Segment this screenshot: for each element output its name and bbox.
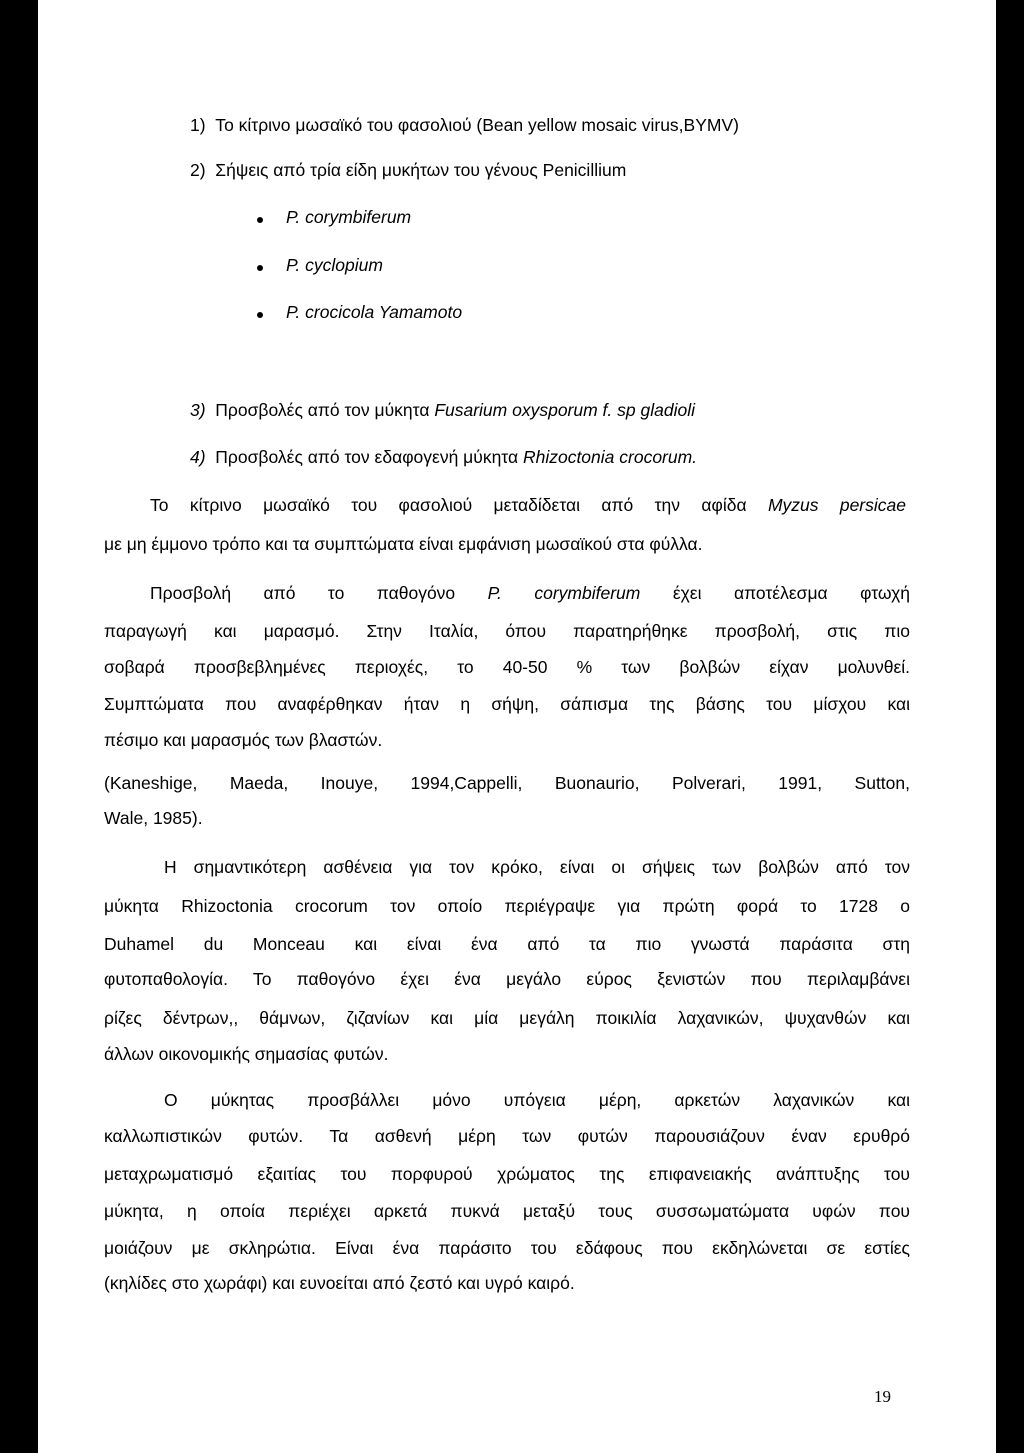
paragraph-line: (κηλίδες στο χωράφι) και ευνοείται από ζεστό και υγρό καιρό.: [104, 1273, 575, 1293]
list-item-4: 4) Προσβολές από τον εδαφογενή μύκητα Rhizoctonia crocorum.: [190, 447, 698, 467]
paragraph-line: πέσιμο και μαρασμός των βλαστών.: [104, 730, 383, 750]
list-item-2: [190, 159, 626, 181]
paragraph-line: Duhamel du Monceau και είναι ένα από τα πιο γνωστά παράσιτα στη: [104, 934, 910, 954]
citation-line: Wale, 1985).: [104, 808, 203, 828]
list-item-3: 3) Προσβολές από τον μύκητα Fusarium oxysporum f. sp gladioli: [190, 400, 695, 420]
species-item: P. crocicola Yamamoto: [286, 302, 463, 322]
paragraph-line: άλλων οικονομικής σημασίας φυτών.: [104, 1044, 389, 1064]
paragraph-line: παραγωγή και μαρασμό. Στην Ιταλία, όπου παρατηρήθηκε προσβολή, στις πιο: [104, 621, 910, 641]
species-item: P. corymbiferum: [286, 207, 412, 227]
paragraph-line: Συμπτώματα που αναφέρθηκαν ήταν η σήψη, σάπισμα της βάσης του μίσχου και: [104, 694, 910, 714]
list-number: 2): [190, 160, 206, 180]
paragraph-line: φυτοπαθολογία. Το παθογόνο έχει ένα μεγάλο εύρος ξενιστών που περιλαμβάνει: [104, 969, 910, 989]
paragraph-line: μύκητα Rhizoctonia crocorum τον οποίο περιέγραψε για πρώτη φορά το 1728 ο: [104, 896, 910, 916]
list-item-text: Το κίτρινο μωσαϊκό του φασολιού (Bean yellow mosaic virus,BYMV): [215, 115, 739, 135]
paragraph-line: μεταχρωματισμό εξαιτίας του πορφυρού χρώματος της επιφανειακής ανάπτυξης του: [104, 1164, 910, 1184]
list-number: 1): [190, 115, 206, 135]
list-number: 3): [190, 400, 206, 420]
list-item-1: [190, 114, 739, 136]
paragraph-line: Η σημαντικότερη ασθένεια για τον κρόκο, είναι οι σήψεις των βολβών από τον: [164, 857, 910, 877]
paragraph-line: Προσβολή από το παθογόνο P. corymbiferum έχει αποτέλεσμα φτωχή: [150, 583, 910, 603]
paragraph-line: μοιάζουν με σκληρώτια. Είναι ένα παράσιτο του εδάφους που εκδηλώνεται σε εστίες: [104, 1238, 910, 1258]
species-item: P. cyclopium: [286, 255, 383, 275]
paragraph-line: με μη έμμονο τρόπο και τα συμπτώματα είναι εμφάνιση μωσαϊκού στα φύλλα.: [104, 534, 703, 554]
list-number: 4): [190, 447, 206, 467]
paragraph-line: καλλωπιστικών φυτών. Τα ασθενή μέρη των φυτών παρουσιάζουν έναν ερυθρό: [104, 1126, 910, 1146]
paragraph-line: σοβαρά προσβεβλημένες περιοχές, το 40-50 % των βολβών είχαν μολυνθεί.: [104, 657, 910, 677]
document-page: [38, 0, 996, 1453]
bullet-icon: [257, 312, 263, 318]
paragraph-line: Το κίτρινο μωσαϊκό του φασολιού μεταδίδεται από την αφίδα Myzus persicae: [150, 495, 906, 515]
bullet-icon: [257, 217, 263, 223]
page-number: 19: [874, 1387, 891, 1406]
paragraph-line: μύκητα, η οποία περιέχει αρκετά πυκνά μεταξύ τους συσσωματώματα υφών που: [104, 1201, 910, 1221]
citation-line: (Kaneshige, Maeda, Inouye, 1994,Cappelli, Buonaurio, Polverari, 1991, Sutton,: [104, 773, 910, 793]
paragraph-line: Ο μύκητας προσβάλλει μόνο υπόγεια μέρη, αρκετών λαχανικών και: [164, 1090, 910, 1110]
bullet-icon: [257, 265, 263, 271]
list-item-text: Σήψεις από τρία είδη μυκήτων του γένους Penicillium: [215, 160, 627, 180]
paragraph-line: ρίζες δέντρων,, θάμνων, ζιζανίων και μία μεγάλη ποικιλία λαχανικών, ψυχανθών και: [104, 1008, 910, 1028]
